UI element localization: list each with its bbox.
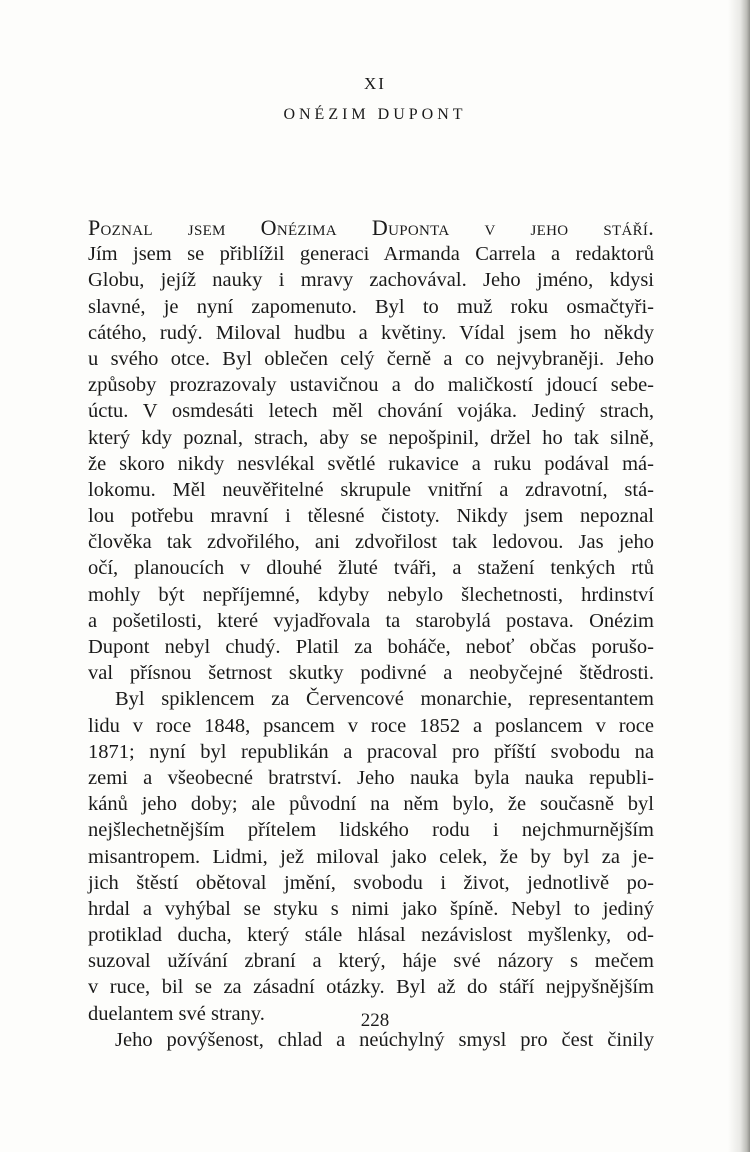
text-line: lidu v roce 1848, psancem v roce 1852 a poslancem v roce (88, 714, 654, 737)
body-text (88, 215, 654, 1053)
text-line: způsoby prozrazovaly ustavičnou a do maličkostí jdoucí sebe- (88, 374, 654, 397)
text-line: protiklad ducha, který stále hlásal nezávislost myšlenky, od- (88, 924, 654, 947)
text-line: mohly být nepříjemné, kdyby nebylo šlechetnosti, hrdinství (88, 583, 654, 606)
page-edge-shadow (728, 0, 750, 1152)
opening-line: Poznal jsem Onézima Duponta v jeho stáří. (88, 215, 654, 240)
text-line: očí, planoucích v dlouhé žluté tváři, a stažení tenkých rtů (88, 557, 654, 580)
paragraph-first-line: Byl spiklencem za Červencové monarchie, representantem (115, 688, 654, 711)
paragraph-last-line: duelantem své strany. (88, 1002, 265, 1025)
paragraph-first-line: Jeho povýšenost, chlad a neúchylný smysl pro čest činily (115, 1028, 654, 1051)
text-line: úctu. V osmdesáti letech měl chování vojáka. Jediný strach, (88, 400, 654, 423)
text-line: lou potřebu mravní i tělesné čistoty. Nikdy jsem nepoznal (88, 505, 654, 528)
chapter-title: ONÉZIM DUPONT (283, 106, 467, 123)
text-line: a pošetilosti, které vyjadřovala ta starobylá postava. Onézim (88, 609, 654, 632)
text-line: u svého otce. Byl oblečen celý černě a co nejvybraněji. Jeho (88, 347, 654, 370)
text-line: jich štěstí obětoval jmění, svobodu i život, jednotlivě po- (88, 871, 654, 894)
page-number: 228 (360, 1010, 390, 1031)
text-line: val přísnou šetrnost skutky podivné a neobyčejné štědrosti. (88, 662, 654, 685)
text-line: Jím jsem se přiblížil generaci Armanda Carrela a redaktorů (88, 243, 654, 266)
text-line: misantropem. Lidmi, jež miloval jako celek, že by byl za je- (88, 845, 654, 868)
text-line: člověka tak zdvořilého, ani zdvořilost tak ledovou. Jas jeho (88, 531, 654, 554)
text-line: kánů jeho doby; ale původní na něm bylo, že současně byl (88, 793, 654, 816)
text-line: suzoval užívání zbraní a který, háje své názory s mečem (88, 950, 654, 973)
text-line: slavné, je nyní zapomenuto. Byl to muž roku osmačtyři- (88, 295, 654, 318)
text-line: zemi a všeobecné bratrství. Jeho nauka byla nauka republi- (88, 766, 654, 789)
text-line: nejšlechetnějším přítelem lidského rodu i nejchmurnějším (88, 819, 654, 842)
chapter-number: XI (364, 74, 386, 93)
text-line: že skoro nikdy nesvlékal světlé rukavice a ruku podával má- (88, 452, 654, 475)
text-line: lokomu. Měl neuvěřitelné skrupule vnitřní a zdravotní, stá- (88, 478, 654, 501)
text-line: Globu, jejíž nauky i mravy zachovával. Jeho jméno, kdysi (88, 269, 654, 292)
text-line: cátého, rudý. Miloval hudbu a květiny. Vídal jsem ho někdy (88, 321, 654, 344)
text-line: který kdy poznal, strach, aby se nepošpinil, držel ho tak silně, (88, 426, 654, 449)
text-line: Dupont nebyl chudý. Platil za boháče, neboť občas porušo- (88, 636, 654, 658)
text-line: 1871; nyní byl republikán a pracoval pro příští svobodu na (88, 740, 654, 763)
text-line: v ruce, bil se za zásadní otázky. Byl až do stáří nejpyšnějším (88, 976, 654, 999)
text-line: hrdal a vyhýbal se styku s nimi jako špíně. Nebyl to jediný (88, 897, 654, 920)
